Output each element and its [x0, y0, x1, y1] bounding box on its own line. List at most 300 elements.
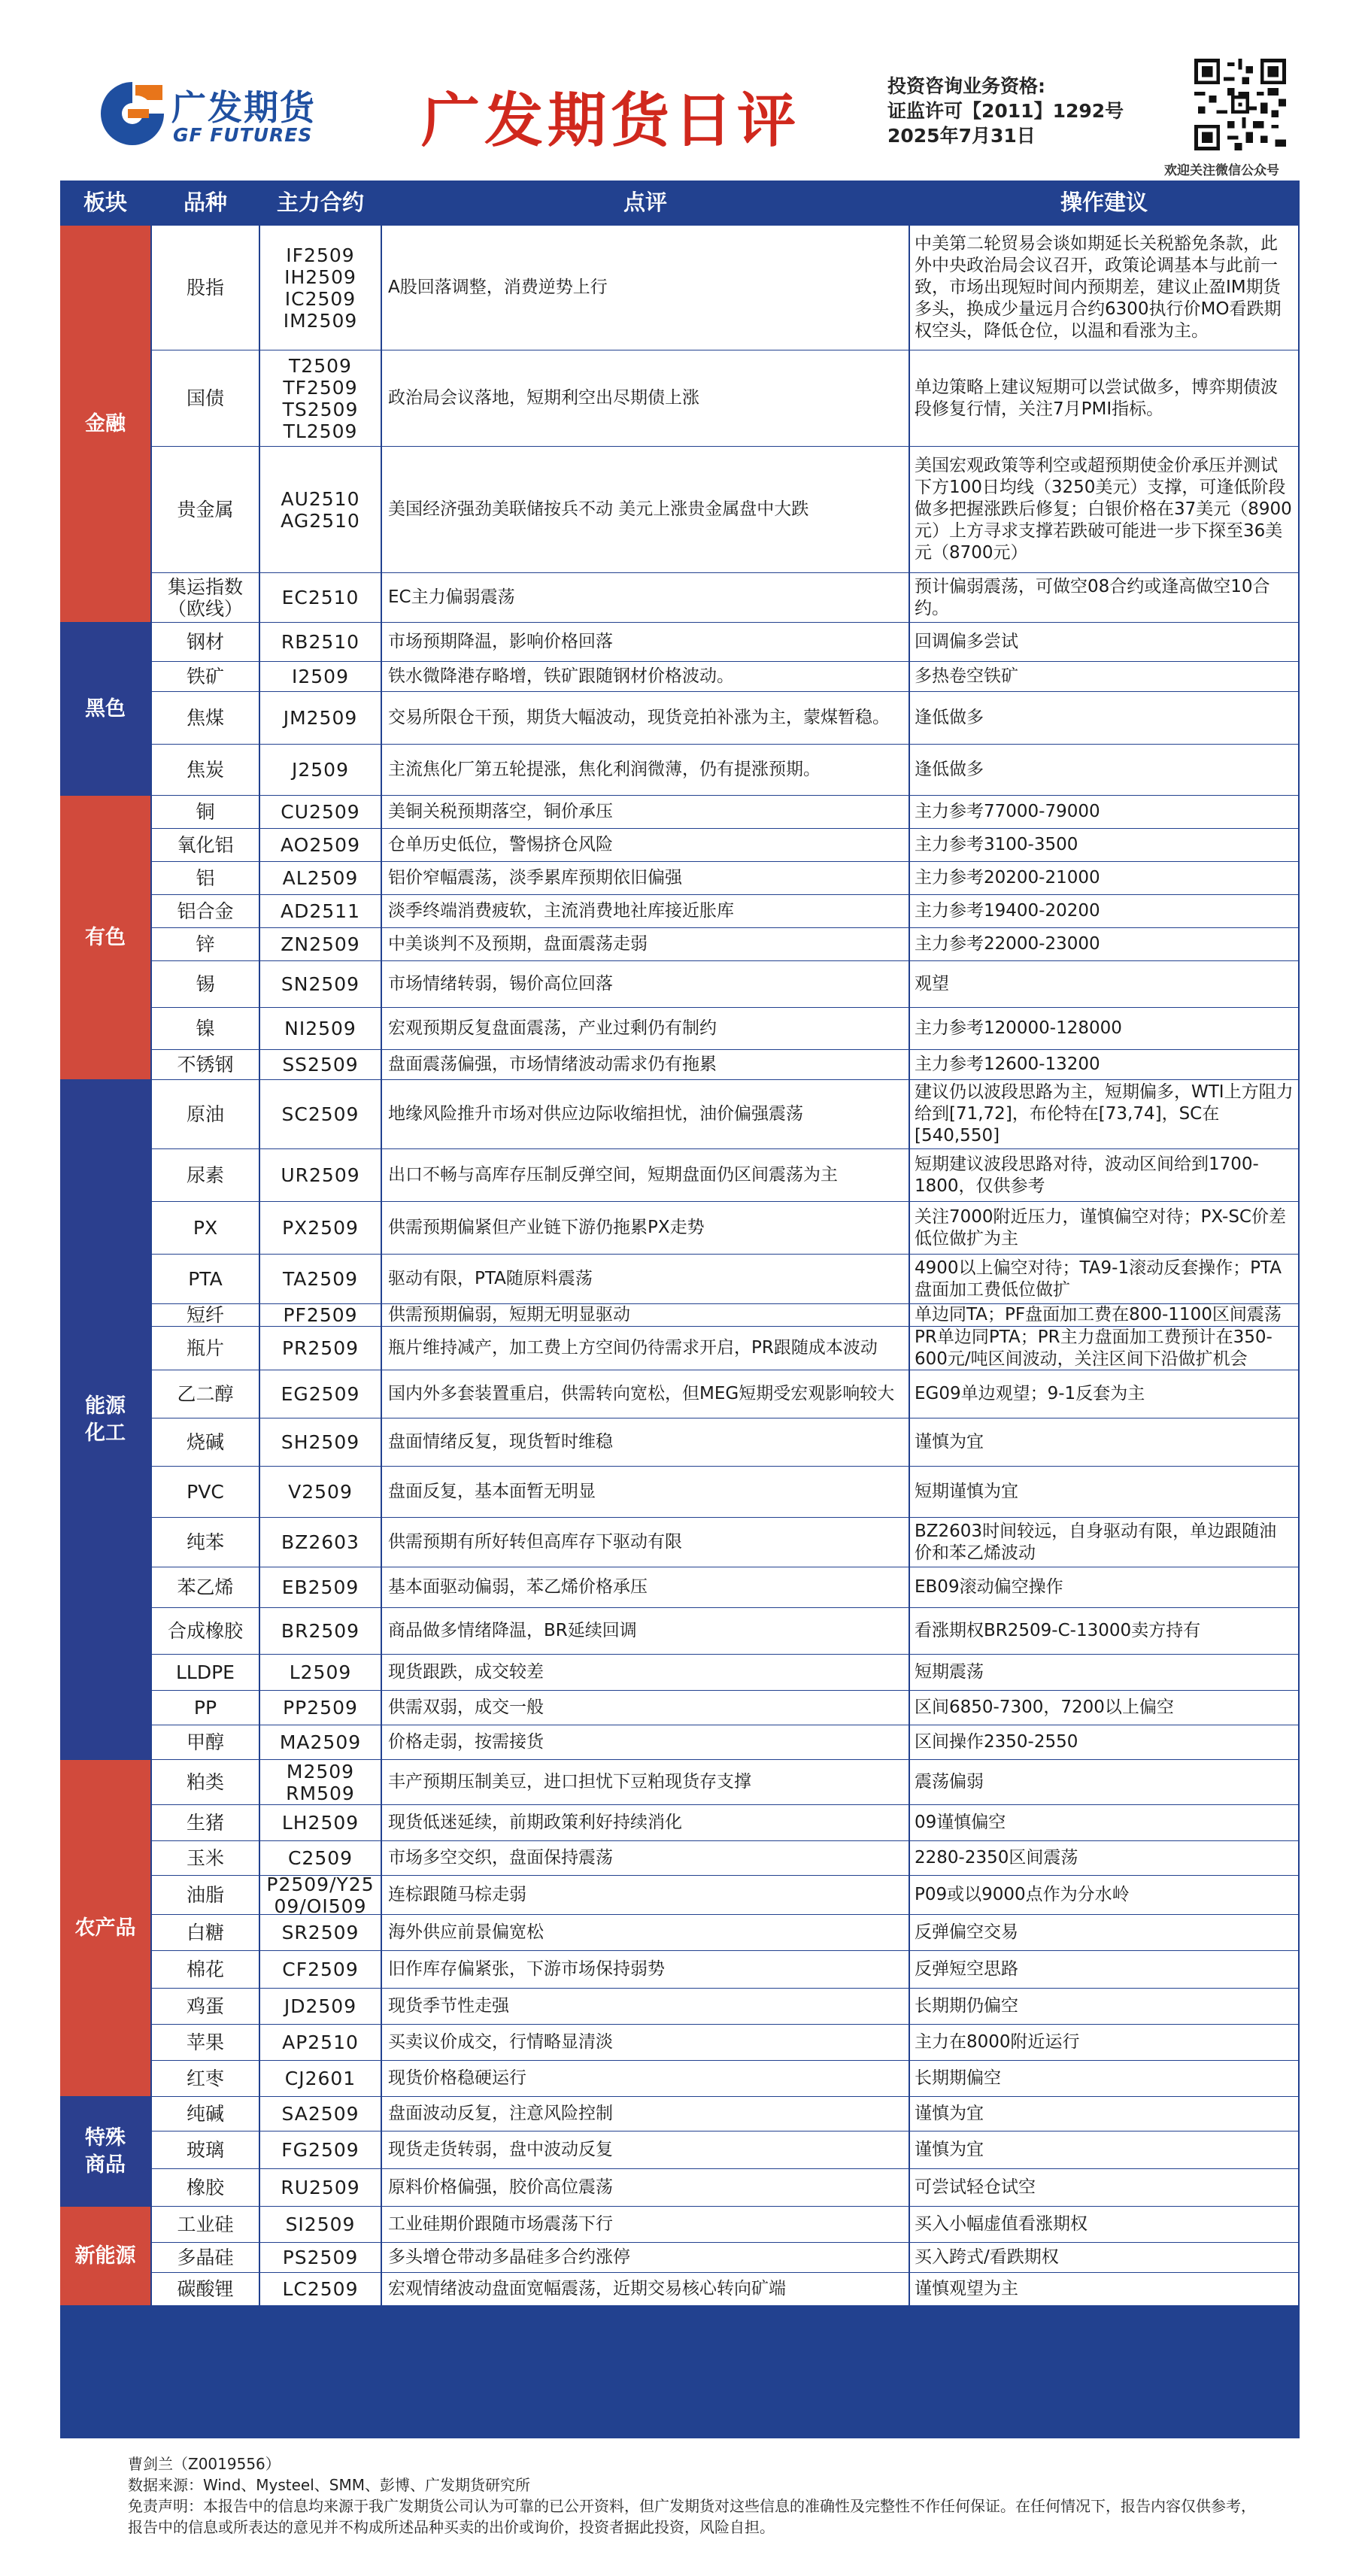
report-date: 2025年7月31日 [887, 125, 1036, 147]
comment-cell [382, 1841, 909, 1875]
advice-cell-text: 4900以上偏空对待；TA9-1滚动反套操作；PTA盘面加工费低位做扩 [915, 1258, 1282, 1300]
comment-cell-text: 供需预期偏弱，短期无明显驱动 [388, 1305, 630, 1324]
advice-cell-text: 2280-2350区间震荡 [915, 1848, 1078, 1868]
variety-cell-text: 油脂 [186, 1884, 224, 1906]
advice-cell [910, 1304, 1298, 1326]
comment-cell [382, 895, 909, 927]
contract-cell-text: EG2509 [281, 1383, 360, 1405]
advice-cell [910, 623, 1298, 661]
contract-cell [260, 862, 381, 894]
variety-cell-text: PVC [187, 1481, 224, 1503]
variety-cell-text: 玻璃 [186, 2139, 224, 2161]
table-row [152, 623, 1298, 662]
table-row [152, 662, 1298, 692]
contract-cell-text: PX2509 [282, 1217, 359, 1239]
advice-cell [910, 1655, 1298, 1690]
variety-cell [152, 2273, 259, 2305]
variety-cell [152, 1080, 259, 1148]
sector-label-text: 特殊 商品 [85, 2125, 126, 2177]
contract-cell-text: SC2509 [281, 1103, 359, 1125]
comment-cell-text: 宏观情绪波动盘面宽幅震荡，近期交易核心转向矿端 [388, 2279, 786, 2298]
variety-cell-text: 镍 [196, 1018, 215, 1039]
advice-cell [910, 796, 1298, 828]
advice-cell-text: EG09单边观望；9-1反套为主 [915, 1384, 1145, 1403]
column-header-comment: 点评 [623, 190, 667, 215]
contract-cell [260, 1567, 381, 1607]
table-row [152, 1202, 1298, 1255]
comment-cell-text: 价格走弱，按需接货 [388, 1732, 544, 1752]
table-row [152, 2131, 1298, 2169]
advice-cell-text: 09谨慎偏空 [915, 1813, 1006, 1832]
comment-cell-text: 旧作库存偏紧张，下游市场保持弱势 [388, 1959, 665, 1979]
variety-cell-text: 纯碱 [186, 2103, 224, 2125]
variety-cell-text: 橡胶 [186, 2177, 224, 2198]
comment-cell [382, 928, 909, 960]
contract-cell [260, 895, 381, 927]
variety-cell-text: 粕类 [186, 1771, 224, 1793]
contract-cell [260, 1915, 381, 1950]
comment-cell-text: 盘面情绪反复，现货暂时维稳 [388, 1432, 613, 1452]
variety-cell [152, 745, 259, 795]
variety-cell [152, 350, 259, 446]
contract-cell [260, 2207, 381, 2242]
advice-cell [910, 2169, 1298, 2206]
comment-cell-text: 市场情绪转弱，锡价高位回落 [388, 974, 613, 994]
table-row [152, 1370, 1298, 1418]
comment-cell-text: 盘面反复，基本面暂无明显 [388, 1482, 596, 1501]
contract-cell [260, 447, 381, 572]
variety-cell-text: 焦炭 [186, 759, 224, 781]
table-row [152, 1841, 1298, 1876]
table-row [152, 1876, 1298, 1915]
advice-cell [910, 1567, 1298, 1607]
comment-cell [382, 1304, 909, 1326]
contract-cell-text: PP2509 [283, 1697, 358, 1719]
contract-cell-text: SH2509 [281, 1431, 360, 1453]
contract-cell-text: SR2509 [281, 1922, 359, 1943]
comment-cell-text: 连棕跟随马棕走弱 [388, 1885, 526, 1904]
advice-cell-text: 逢低做多 [915, 760, 984, 779]
variety-cell-text: 乙二醇 [177, 1383, 234, 1405]
advice-cell-text: 观望 [915, 974, 949, 994]
comment-cell [382, 623, 909, 661]
contract-cell [260, 1327, 381, 1370]
variety-cell-text: 甲醇 [186, 1731, 224, 1753]
contract-cell [260, 1691, 381, 1725]
comment-cell [382, 1255, 909, 1303]
advice-cell [910, 895, 1298, 927]
variety-cell [152, 1149, 259, 1201]
table-row [152, 1467, 1298, 1518]
variety-cell [152, 2061, 259, 2096]
table-row [152, 447, 1298, 573]
variety-cell [152, 1304, 259, 1326]
table-row [152, 2025, 1298, 2061]
contract-cell [260, 1149, 381, 1201]
comment-cell-text: A股回落调整，消费逆势上行 [388, 278, 608, 297]
advice-cell [910, 1876, 1298, 1914]
contract-cell-text: BR2509 [281, 1620, 360, 1642]
advice-cell-text: 反弹偏空交易 [915, 1922, 1018, 1942]
comment-cell [382, 2207, 909, 2242]
advice-cell-text: 短期震荡 [915, 1662, 984, 1682]
comment-cell [382, 1915, 909, 1950]
contract-cell-text: EB2509 [281, 1576, 359, 1598]
table-row [152, 1418, 1298, 1467]
variety-cell [152, 1608, 259, 1654]
comment-cell [382, 226, 909, 350]
variety-cell-text: 钢材 [186, 631, 224, 653]
sector-label-text: 新能源 [74, 2244, 136, 2268]
comment-cell-text: 宏观预期反复盘面震荡，产业过剩仍有制约 [388, 1018, 717, 1038]
contract-cell [260, 573, 381, 622]
comment-cell [382, 961, 909, 1007]
qualification-block [887, 74, 1124, 148]
variety-cell [152, 226, 259, 350]
disclaimer-line: 免责声明：本报告中的信息均来源于我广发期货公司认为可靠的已公开资料，但广发期货对这些信息的准确性及完整性不作任何保证。在任何情况下，报告内容仅供参考， [128, 2497, 1256, 2515]
variety-cell-text: 焦煤 [186, 707, 224, 729]
variety-cell [152, 1008, 259, 1049]
comment-cell-text: 现货走货转弱，盘中波动反复 [388, 2140, 613, 2159]
contract-cell [260, 1725, 381, 1759]
variety-cell [152, 1725, 259, 1759]
comment-cell [382, 1876, 909, 1914]
advice-cell [910, 1805, 1298, 1840]
variety-cell [152, 2025, 259, 2060]
contract-cell-text: SN2509 [281, 973, 360, 995]
comment-cell [382, 1418, 909, 1466]
advice-cell [910, 1050, 1298, 1079]
table-row [152, 1567, 1298, 1608]
advice-cell-text: 美国宏观政策等利空或超预期使金价承压并测试下方100日均线（3250美元）支撑，可逢低阶段做多把握涨跌后修复；白银价格在37美元（8900元）上方寻求支撑若跌破可能进一步下探至36美元（8700元） [915, 456, 1292, 563]
comment-cell [382, 1518, 909, 1567]
table-row [152, 745, 1298, 796]
advice-cell [910, 1370, 1298, 1418]
advice-cell [910, 745, 1298, 795]
contract-cell [260, 796, 381, 828]
comment-cell [382, 1050, 909, 1079]
advice-cell [910, 447, 1298, 572]
table-row [152, 692, 1298, 745]
comment-cell [382, 692, 909, 744]
contract-cell-text: M2509 RM509 [286, 1760, 355, 1804]
advice-cell [910, 2273, 1298, 2305]
comment-cell [382, 829, 909, 861]
advice-cell [910, 829, 1298, 861]
contract-cell [260, 1655, 381, 1690]
wechat-qr-code-icon[interactable] [1194, 59, 1286, 150]
advice-cell-text: 长期期偏空 [915, 2068, 1001, 2088]
advice-cell-text: 建议仍以波段思路为主，短期偏多，WTI上方阻力给到[71,72]，布伦特在[73,74]，SC在[540,550] [915, 1082, 1294, 1145]
variety-cell-text: 铝合金 [177, 900, 234, 922]
contract-cell [260, 1760, 381, 1804]
comment-cell [382, 1327, 909, 1370]
sector-label-text: 有色 [85, 925, 126, 949]
variety-cell [152, 692, 259, 744]
comment-cell [382, 2169, 909, 2206]
contract-cell-text: AL2509 [282, 867, 359, 889]
table-row [152, 1655, 1298, 1691]
comment-cell-text: 盘面震荡偏强，市场情绪波动需求仍有拖累 [388, 1054, 717, 1074]
variety-cell [152, 1370, 259, 1418]
contract-cell-text: JM2509 [283, 707, 358, 729]
variety-cell [152, 1989, 259, 2024]
variety-cell-text: 白糖 [186, 1922, 224, 1943]
contract-cell [260, 1805, 381, 1840]
sector-label-text: 黑色 [85, 696, 126, 721]
contract-cell [260, 829, 381, 861]
contract-cell-text: ZN2509 [281, 933, 360, 955]
advice-cell [910, 1841, 1298, 1875]
comment-cell-text: 基本面驱动偏弱，苯乙烯价格承压 [388, 1577, 648, 1597]
comment-cell [382, 2025, 909, 2060]
advice-cell [910, 1951, 1298, 1988]
table-row [152, 2061, 1298, 2097]
advice-cell-text: 谨慎为宜 [915, 2104, 984, 2123]
variety-cell-text: 玉米 [186, 1847, 224, 1869]
advice-cell [910, 1080, 1298, 1148]
comment-cell-text: 现货低迷延续，前期政策利好持续消化 [388, 1813, 682, 1832]
variety-cell [152, 623, 259, 661]
variety-cell [152, 2131, 259, 2168]
sector-label [60, 623, 150, 795]
advice-cell [910, 1202, 1298, 1254]
comment-cell-text: 供需双弱，成交一般 [388, 1698, 544, 1717]
advice-cell [910, 692, 1298, 744]
comment-cell-text: 丰产预期压制美豆，进口担忧下豆粕现货存支撑 [388, 1772, 751, 1792]
advice-cell [910, 2207, 1298, 2242]
advice-cell [910, 2243, 1298, 2272]
advice-cell [910, 928, 1298, 960]
table-row [152, 961, 1298, 1008]
advice-cell [910, 2061, 1298, 2096]
contract-cell [260, 2061, 381, 2096]
variety-cell-text: 短纤 [186, 1304, 224, 1326]
advice-cell-text: 短期谨慎为宜 [915, 1482, 1018, 1501]
contract-cell [260, 1370, 381, 1418]
variety-cell-text: PX [193, 1217, 218, 1239]
contract-cell-text: V2509 [288, 1481, 353, 1503]
comment-cell [382, 796, 909, 828]
variety-cell [152, 2097, 259, 2131]
logo-chinese-text: 广发期货 [171, 87, 316, 128]
sector-label [60, 796, 150, 1079]
advice-cell-text: EB09滚动偏空操作 [915, 1577, 1063, 1597]
table-row [152, 829, 1298, 862]
table-row [152, 1149, 1298, 1202]
variety-cell [152, 895, 259, 927]
variety-cell [152, 1691, 259, 1725]
variety-cell-text: 股指 [186, 277, 224, 299]
variety-cell-text: 生猪 [186, 1812, 224, 1834]
contract-cell-text: NI2509 [284, 1018, 356, 1039]
variety-cell [152, 573, 259, 622]
logo-english-text: GF FUTURES [173, 124, 313, 146]
contract-cell [260, 1202, 381, 1254]
comment-cell-text: 市场多空交织，盘面保持震荡 [388, 1848, 613, 1868]
contract-cell-text: AU2510 AG2510 [281, 487, 360, 532]
advice-cell [910, 350, 1298, 446]
variety-cell-text: 苹果 [186, 2031, 224, 2053]
comment-cell [382, 350, 909, 446]
variety-cell-text: 红枣 [186, 2068, 224, 2089]
advice-cell-text: 多热卷空铁矿 [915, 666, 1018, 686]
comment-cell-text: 美国经济强劲美联储按兵不动 美元上涨贵金属盘中大跌 [388, 499, 809, 519]
variety-cell-text: 多晶硅 [177, 2247, 234, 2268]
comment-cell [382, 1467, 909, 1517]
table-row [152, 1008, 1298, 1050]
qualification-line: 投资咨询业务资格: [887, 75, 1045, 97]
comment-cell-text: 现货季节性走强 [388, 1996, 509, 2016]
contract-cell [260, 1989, 381, 2024]
advice-cell-text: 买入跨式/看跌期权 [915, 2247, 1059, 2267]
contract-cell [260, 1876, 381, 1914]
comment-cell-text: 国内外多套装置重启，供需转向宽松，但MEG短期受宏观影响较大 [388, 1384, 895, 1403]
table-row [152, 1725, 1298, 1760]
comment-cell [382, 1149, 909, 1201]
comment-cell [382, 573, 909, 622]
analyst-line: 曹剑兰（Z0019556） [128, 2455, 281, 2473]
advice-cell [910, 1989, 1298, 2024]
sector-label [60, 2097, 150, 2206]
table-row [152, 928, 1298, 961]
comment-cell [382, 1691, 909, 1725]
contract-cell [260, 1467, 381, 1517]
column-header-sector: 板块 [83, 190, 127, 215]
contract-cell-text: PR2509 [281, 1337, 359, 1359]
comment-cell-text: 铝价窄幅震荡，淡季累库预期依旧偏强 [388, 868, 682, 887]
contract-cell [260, 961, 381, 1007]
variety-cell [152, 961, 259, 1007]
comment-cell-text: 铁水微降港存略增，铁矿跟随钢材价格波动。 [388, 666, 734, 686]
variety-cell [152, 796, 259, 828]
advice-cell-text: BZ2603时间较远，自身驱动有限，单边跟随油价和苯乙烯波动 [915, 1521, 1277, 1563]
contract-cell-text: J2509 [292, 759, 349, 781]
comment-cell-text: 盘面波动反复，注意风险控制 [388, 2104, 613, 2123]
variety-cell [152, 1841, 259, 1875]
comment-cell [382, 2243, 909, 2272]
comment-cell [382, 862, 909, 894]
advice-cell [910, 961, 1298, 1007]
contract-cell [260, 1008, 381, 1049]
contract-cell [260, 226, 381, 350]
disclaimer-line: 报告中的信息或所表达的意见并不构成所述品种买卖的出价或询价，投资者据此投资，风险自担。 [128, 2518, 775, 2536]
variety-cell-text: 纯苯 [186, 1531, 224, 1553]
advice-cell-text: P09或以9000点作为分水岭 [915, 1885, 1130, 1904]
comment-cell-text: 地缘风险推升市场对供应边际收缩担忧，油价偏强震荡 [388, 1104, 803, 1124]
contract-cell-text: CF2509 [282, 1959, 359, 1980]
comment-cell [382, 745, 909, 795]
contract-cell-text: FG2509 [281, 2139, 359, 2161]
table-row [152, 1608, 1298, 1655]
contract-cell [260, 1841, 381, 1875]
variety-cell-text: 锌 [196, 933, 215, 955]
advice-cell-text: 单边策略上建议短期可以尝试做多，博弈期债波段修复行情，关注7月PMI指标。 [915, 377, 1278, 419]
comment-cell [382, 662, 909, 691]
variety-cell-text: PTA [188, 1268, 223, 1290]
advice-cell-text: 回调偏多尝试 [915, 632, 1018, 651]
variety-cell [152, 1327, 259, 1370]
contract-cell [260, 2025, 381, 2060]
contract-cell-text: UR2509 [281, 1164, 360, 1186]
table-row [152, 1989, 1298, 2025]
comment-cell [382, 447, 909, 572]
table-row [152, 1805, 1298, 1841]
advice-cell-text: 预计偏弱震荡，可做空08合约或逢高做空10合约。 [915, 576, 1270, 618]
comment-cell [382, 2273, 909, 2305]
advice-cell-text: 关注7000附近压力，谨慎偏空对待；PX-SC价差低位做扩为主 [915, 1206, 1286, 1249]
gf-futures-logo [98, 79, 338, 147]
variety-cell-text: 碳酸锂 [177, 2278, 234, 2300]
comment-cell-text: 买卖议价成交，行情略显清淡 [388, 2032, 613, 2052]
comment-cell-text: 现货价格稳硬运行 [388, 2068, 526, 2088]
contract-cell-text: PF2509 [283, 1304, 358, 1326]
contract-cell-text: JD2509 [284, 1995, 357, 2017]
contract-cell-text: MA2509 [279, 1731, 362, 1753]
variety-cell [152, 2243, 259, 2272]
contract-cell [260, 1080, 381, 1148]
comment-cell [382, 2061, 909, 2096]
report-footer [128, 2453, 1301, 2538]
contract-cell-text: CJ2601 [284, 2068, 356, 2089]
advice-cell [910, 1518, 1298, 1567]
comment-cell [382, 1760, 909, 1804]
advice-cell-text: 长期期仍偏空 [915, 1996, 1018, 2016]
comment-cell-text: 海外供应前景偏宽松 [388, 1922, 544, 1942]
variety-cell [152, 829, 259, 861]
variety-cell [152, 928, 259, 960]
comment-cell-text: 瓶片维持减产，加工费上方空间仍待需求开启，PR跟随成本波动 [388, 1338, 878, 1358]
contract-cell [260, 1304, 381, 1326]
variety-cell-text: 锡 [196, 973, 215, 995]
advice-cell [910, 1608, 1298, 1654]
variety-cell [152, 1467, 259, 1517]
variety-cell-text: 工业硅 [177, 2213, 234, 2235]
variety-cell-text: 铜 [196, 801, 215, 823]
variety-cell-text: 国债 [186, 387, 224, 409]
comment-cell [382, 1655, 909, 1690]
table-row [152, 2273, 1298, 2306]
advice-cell [910, 1915, 1298, 1950]
advice-cell [910, 1149, 1298, 1201]
comment-cell [382, 2131, 909, 2168]
advice-cell-text: 逢低做多 [915, 708, 984, 727]
table-row [152, 796, 1298, 829]
comment-cell-text: 中美谈判不及预期，盘面震荡走弱 [388, 934, 648, 954]
column-header-advice: 操作建议 [1060, 190, 1148, 215]
variety-cell-text: 烧碱 [186, 1431, 224, 1453]
comment-cell [382, 1567, 909, 1607]
sector-label [60, 1760, 150, 2096]
table-row [152, 350, 1298, 447]
advice-cell-text: 主力参考22000-23000 [915, 934, 1100, 954]
variety-cell-text: 铝 [196, 867, 215, 889]
variety-cell [152, 1202, 259, 1254]
comment-cell [382, 1951, 909, 1988]
variety-cell-text: 瓶片 [186, 1337, 224, 1359]
gf-logo-icon [98, 79, 167, 147]
table-row [152, 2169, 1298, 2207]
data-source-line: 数据来源：Wind、Mysteel、SMM、彭博、广发期货研究所 [128, 2476, 530, 2494]
table-row [152, 862, 1298, 895]
advice-cell-text: 主力参考120000-128000 [915, 1018, 1122, 1038]
variety-cell-text: 尿素 [186, 1164, 224, 1186]
contract-cell-text: P2509/Y25 09/OI509 [266, 1876, 375, 1914]
variety-cell-text: 贵金属 [177, 499, 234, 520]
variety-cell [152, 662, 259, 691]
contract-cell [260, 2243, 381, 2272]
sector-label [60, 1080, 150, 1759]
